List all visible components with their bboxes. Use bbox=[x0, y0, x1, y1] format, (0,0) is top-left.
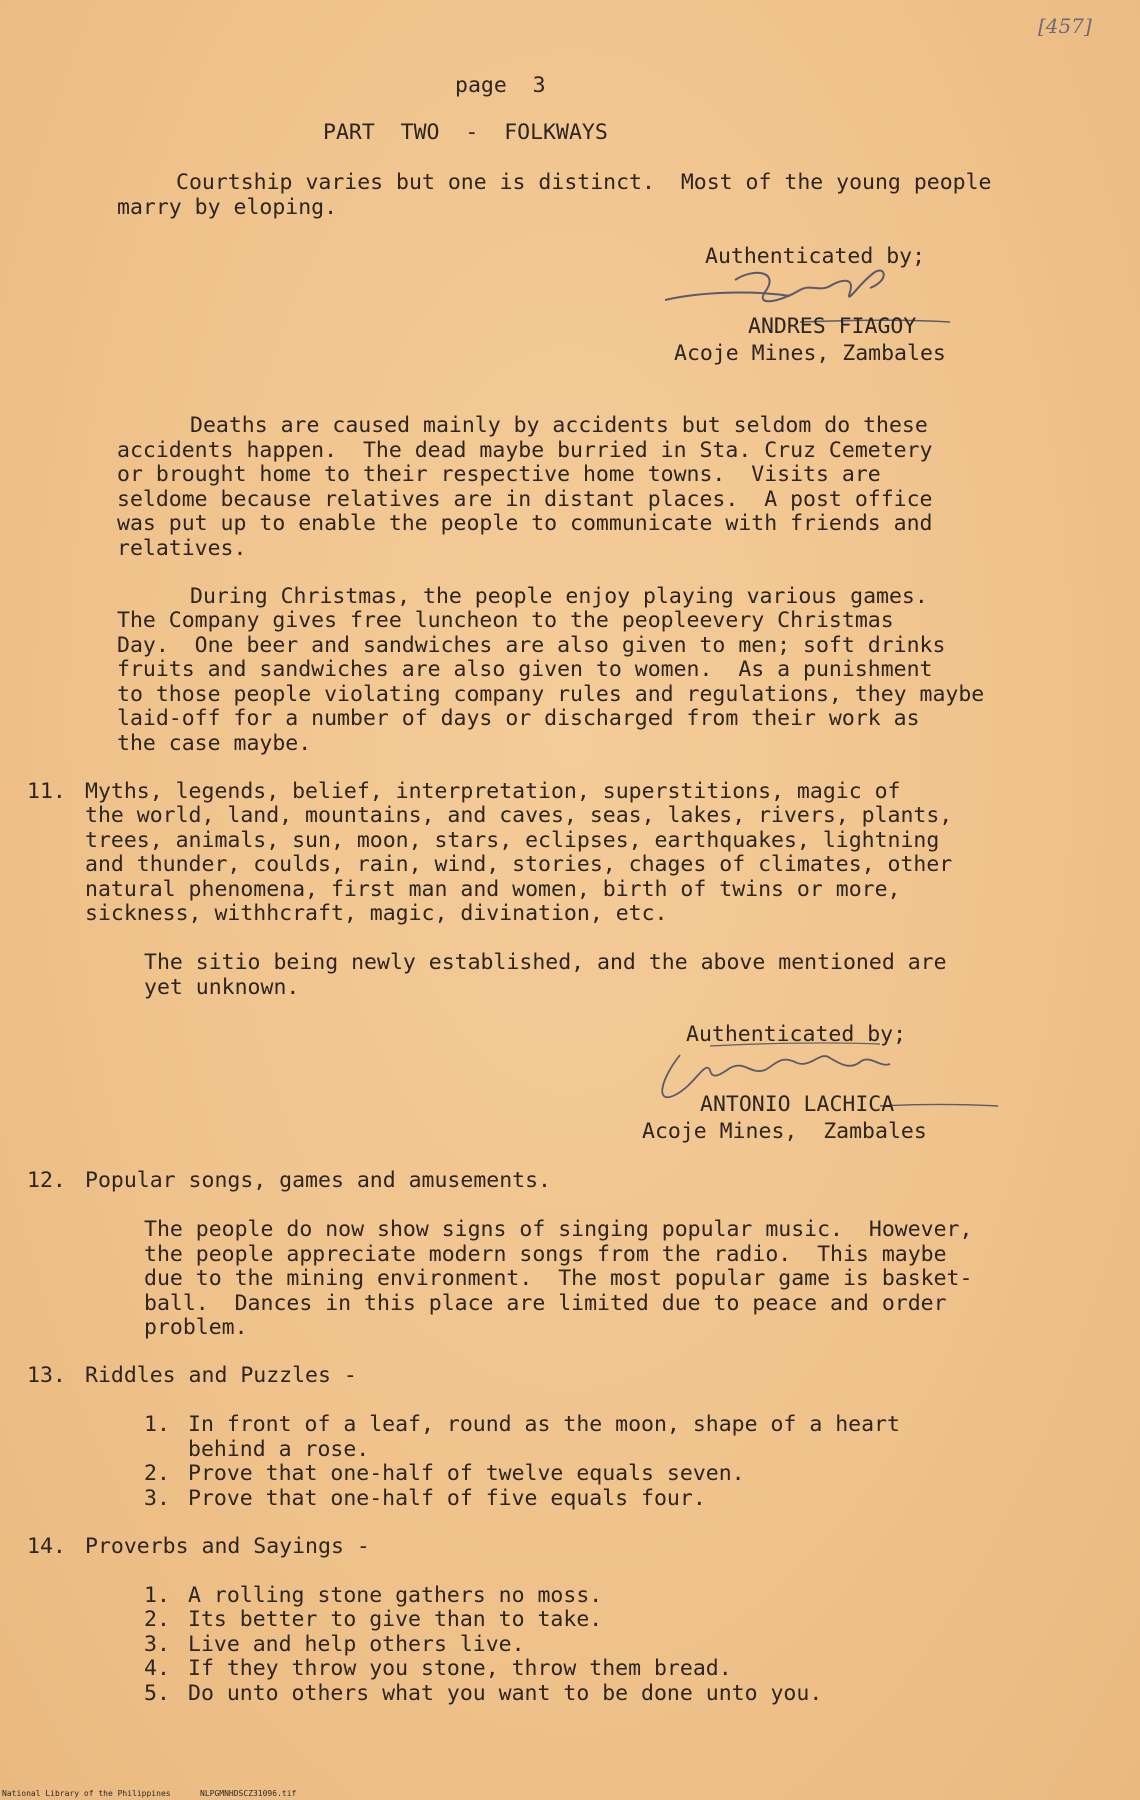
christmas-line: laid-off for a number of days or discharged from their work as bbox=[117, 706, 920, 731]
footer-library: National Library of the Philippines bbox=[2, 1789, 171, 1798]
section-title: PART TWO - FOLKWAYS bbox=[323, 120, 608, 145]
proverb-text: A rolling stone gathers no moss. bbox=[188, 1583, 603, 1608]
auth2-label: Authenticated by; bbox=[686, 1022, 907, 1047]
courtship-line: marry by eloping. bbox=[117, 195, 338, 220]
archive-number: [457] bbox=[1038, 14, 1092, 38]
christmas-line: Day. One beer and sandwiches are also given to men; soft drinks bbox=[117, 633, 946, 658]
item12-title: Popular songs, games and amusements. bbox=[85, 1168, 551, 1193]
riddle-number: 3. bbox=[144, 1486, 170, 1511]
riddle-line: Prove that one-half of five equals four. bbox=[188, 1486, 706, 1511]
riddle-number: 1. bbox=[144, 1412, 170, 1437]
christmas-line: the case maybe. bbox=[117, 731, 312, 756]
courtship-line: Courtship varies but one is distinct. Most of the young people bbox=[176, 170, 992, 195]
deaths-line: was put up to enable the people to communicate with friends and bbox=[117, 511, 933, 536]
christmas-line: The Company gives free luncheon to the peopleevery Christmas bbox=[117, 608, 894, 633]
riddle-number: 2. bbox=[144, 1461, 170, 1486]
christmas-line: fruits and sandwiches are also given to women. As a punishment bbox=[117, 657, 933, 682]
auth2-name: ANTONIO LACHICA bbox=[700, 1092, 895, 1117]
riddle-line: In front of a leaf, round as the moon, shape of a heart bbox=[188, 1412, 900, 1437]
proverb-text: Live and help others live. bbox=[188, 1632, 525, 1657]
deaths-line: seldome because relatives are in distant places. A post office bbox=[117, 487, 933, 512]
proverb-text: Do unto others what you want to be done unto you. bbox=[188, 1681, 823, 1706]
item12-line: the people appreciate modern songs from the radio. This maybe bbox=[144, 1242, 947, 1267]
deaths-line: accidents happen. The dead maybe burried in Sta. Cruz Cemetery bbox=[117, 438, 933, 463]
auth2-place: Acoje Mines, Zambales bbox=[642, 1119, 927, 1144]
proverb-text: Its better to give than to take. bbox=[188, 1607, 603, 1632]
christmas-line: During Christmas, the people enjoy playing various games. bbox=[190, 584, 928, 609]
footer-file: NLPGMNHDSCZ31096.tif bbox=[200, 1789, 297, 1798]
item11-line: sickness, withhcraft, magic, divination, etc. bbox=[85, 901, 668, 926]
item12-line: ball. Dances in this place are limited due to peace and order bbox=[144, 1291, 947, 1316]
auth1-label: Authenticated by; bbox=[705, 244, 926, 269]
page-header: page 3 bbox=[455, 73, 546, 98]
item11-answer-line: The sitio being newly established, and the above mentioned are bbox=[144, 950, 947, 975]
item11-line: trees, animals, sun, moon, stars, eclipses, earthquakes, lightning bbox=[85, 828, 940, 853]
auth1-place: Acoje Mines, Zambales bbox=[674, 341, 946, 366]
item11-answer-line: yet unknown. bbox=[144, 975, 300, 1000]
riddle-line: behind a rose. bbox=[188, 1437, 370, 1462]
item12-line: problem. bbox=[144, 1315, 248, 1340]
proverb-number: 5. bbox=[144, 1681, 170, 1706]
christmas-line: to those people violating company rules and regulations, they maybe bbox=[117, 682, 985, 707]
item13-number: 13. bbox=[27, 1363, 66, 1388]
proverb-text: If they throw you stone, throw them bread. bbox=[188, 1656, 732, 1681]
proverb-number: 1. bbox=[144, 1583, 170, 1608]
item11-line: natural phenomena, first man and women, birth of twins or more, bbox=[85, 877, 901, 902]
item12-number: 12. bbox=[27, 1168, 66, 1193]
item11-line: the world, land, mountains, and caves, seas, lakes, rivers, plants, bbox=[85, 803, 953, 828]
deaths-line: Deaths are caused mainly by accidents but seldom do these bbox=[190, 413, 928, 438]
deaths-line: relatives. bbox=[117, 536, 247, 561]
auth1-name: ANDRES FIAGOY bbox=[748, 314, 917, 339]
item12-line: The people do now show signs of singing popular music. However, bbox=[144, 1217, 973, 1242]
proverb-number: 4. bbox=[144, 1656, 170, 1681]
proverb-number: 2. bbox=[144, 1607, 170, 1632]
item11-number: 11. bbox=[27, 779, 66, 804]
item12-line: due to the mining environment. The most popular game is basket- bbox=[144, 1266, 973, 1291]
item14-title: Proverbs and Sayings - bbox=[85, 1534, 370, 1559]
proverb-number: 3. bbox=[144, 1632, 170, 1657]
item14-number: 14. bbox=[27, 1534, 66, 1559]
item11-line: Myths, legends, belief, interpretation, superstitions, magic of bbox=[85, 779, 901, 804]
item13-title: Riddles and Puzzles - bbox=[85, 1363, 357, 1388]
riddle-line: Prove that one-half of twelve equals seven. bbox=[188, 1461, 745, 1486]
item11-line: and thunder, coulds, rain, wind, stories, chages of climates, other bbox=[85, 852, 953, 877]
deaths-line: or brought home to their respective home towns. Visits are bbox=[117, 462, 881, 487]
